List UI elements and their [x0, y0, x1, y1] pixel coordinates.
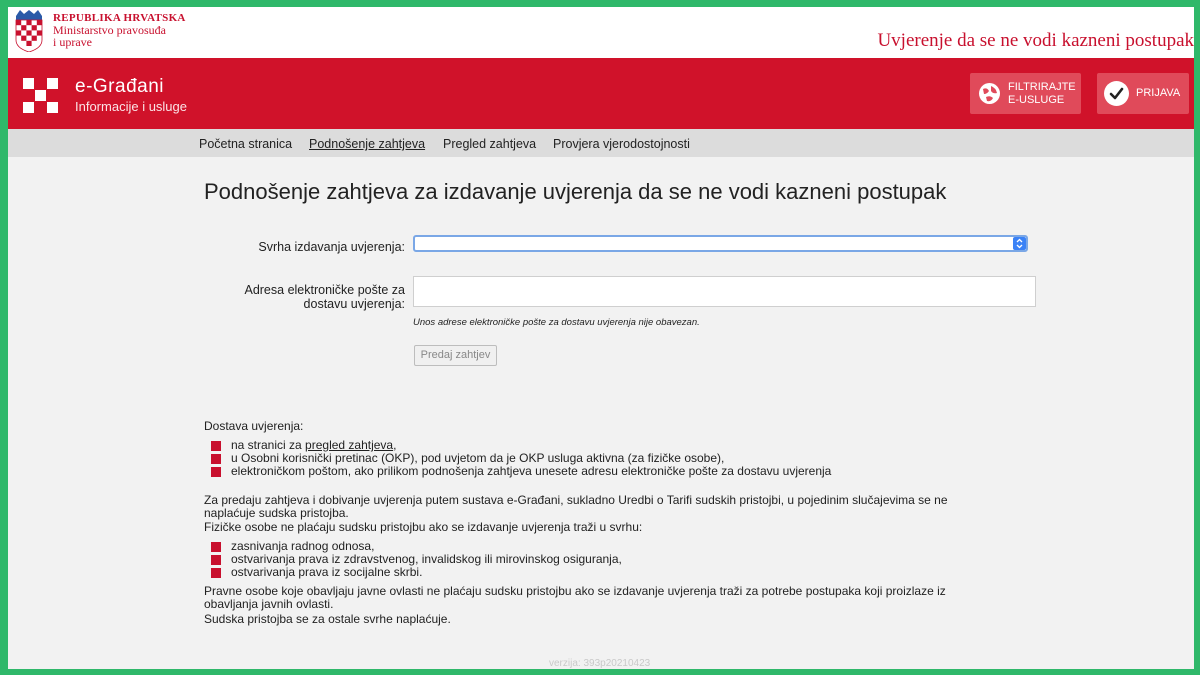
nav-item-submit-request[interactable]: Podnošenje zahtjeva — [309, 137, 426, 151]
fee-paragraph-3-line1: Pravne osobe koje obavljaju javne ovlasti ne plaćaju sudsku pristojbu ako se izdavanje uvjerenja traži za potrebe postupaka koji proizlaze iz — [204, 584, 946, 598]
e-gradjani-logo-icon[interactable] — [23, 78, 58, 113]
brand-subtitle: Informacije i usluge — [75, 99, 187, 114]
email-label-line2: dostavu uvjerenja: — [303, 297, 405, 311]
email-hint: Unos adrese elektroničke pošte za dostavu uvjerenja nije obavezan. — [413, 317, 700, 328]
list-item: zasnivanja radnog odnosa, — [211, 540, 622, 553]
select-arrows-icon — [1013, 237, 1026, 250]
brand-bar — [8, 58, 1194, 129]
government-header — [8, 7, 1194, 58]
gov-line-3: i uprave — [53, 35, 92, 49]
ministry-name[interactable] — [53, 12, 186, 48]
login-button[interactable] — [1097, 73, 1189, 114]
nav-item-review-requests[interactable]: Pregled zahtjeva — [443, 137, 537, 151]
email-input[interactable] — [413, 276, 1036, 307]
filter-services-button[interactable] — [970, 73, 1081, 114]
submit-request-button[interactable]: Predaj zahtjev — [414, 345, 497, 366]
page-heading: Uvjerenje da se ne vodi kazneni postupak — [877, 30, 1194, 51]
login-label: PRIJAVA — [1136, 87, 1181, 99]
purpose-select[interactable] — [413, 235, 1028, 252]
review-requests-link[interactable]: pregled zahtjeva — [305, 438, 394, 452]
globe-filter-icon — [978, 82, 1001, 105]
fee-paragraph-3-line2: obavljanja javnih ovlasti. — [204, 597, 334, 611]
croatian-coat-of-arms-icon — [14, 10, 44, 52]
email-label — [205, 283, 405, 311]
delivery-item-1-prefix: na stranici za — [231, 438, 306, 452]
fee-paragraph-1-line1: Za predaju zahtjeva i dobivanje uvjerenja putem sustava e-Građani, sukladno Uredbi o Tarifi sudskih pristojbi, u pojedinim slučajevima se ne — [204, 493, 948, 507]
delivery-heading: Dostava uvjerenja: — [204, 419, 304, 433]
main-navigation — [8, 129, 1194, 157]
browser-frame — [8, 7, 1194, 669]
list-item: elektroničkom poštom, ako prilikom podnošenja zahtjeva unesete adresu elektroničke pošte za dostavu uvjerenja — [211, 465, 831, 478]
version-label: verzija: 393p20210423 — [549, 658, 651, 669]
fee-paragraph-3 — [204, 585, 946, 611]
nav-item-home[interactable]: Početna stranica — [199, 137, 293, 151]
list-item: u Osobni korisnički pretinac (OKP), pod uvjetom da je OKP usluga aktivna (za fizičke osobe), — [211, 452, 831, 465]
email-label-line1: Adresa elektroničke pošte za — [244, 283, 405, 297]
fee-paragraph-1 — [204, 494, 948, 520]
delivery-item-1-suffix: , — [393, 438, 397, 452]
gov-line-2: Ministarstvo pravosuđa — [53, 23, 166, 37]
filter-label-line1: FILTRIRAJTE — [1008, 81, 1076, 93]
fee-paragraph-4: Sudska pristojba se za ostale svrhe naplaćuje. — [204, 612, 451, 626]
delivery-list — [211, 439, 831, 478]
brand-title[interactable]: e-Građani — [75, 76, 164, 97]
nav-item-authenticity-check[interactable]: Provjera vjerodostojnosti — [553, 137, 690, 151]
list-item: ostvarivanja prava iz socijalne skrbi. — [211, 566, 622, 579]
fee-paragraph-1-line2: naplaćuje sudska pristojba. — [204, 506, 349, 520]
filter-label-line2: E-USLUGE — [1008, 94, 1065, 106]
gov-line-1: REPUBLIKA HRVATSKA — [53, 12, 186, 24]
fee-paragraph-2: Fizičke osobe ne plaćaju sudsku pristojbu ako se izdavanje uvjerenja traži u svrhu: — [204, 520, 643, 534]
checkmark-icon — [1104, 81, 1129, 106]
page-title: Podnošenje zahtjeva za izdavanje uvjerenja da se ne vodi kazneni postupak — [204, 179, 947, 204]
purpose-label: Svrha izdavanja uvjerenja: — [258, 240, 405, 254]
exempt-list — [211, 540, 622, 579]
list-item: ostvarivanja prava iz zdravstvenog, invalidskog ili mirovinskog osiguranja, — [211, 553, 622, 566]
